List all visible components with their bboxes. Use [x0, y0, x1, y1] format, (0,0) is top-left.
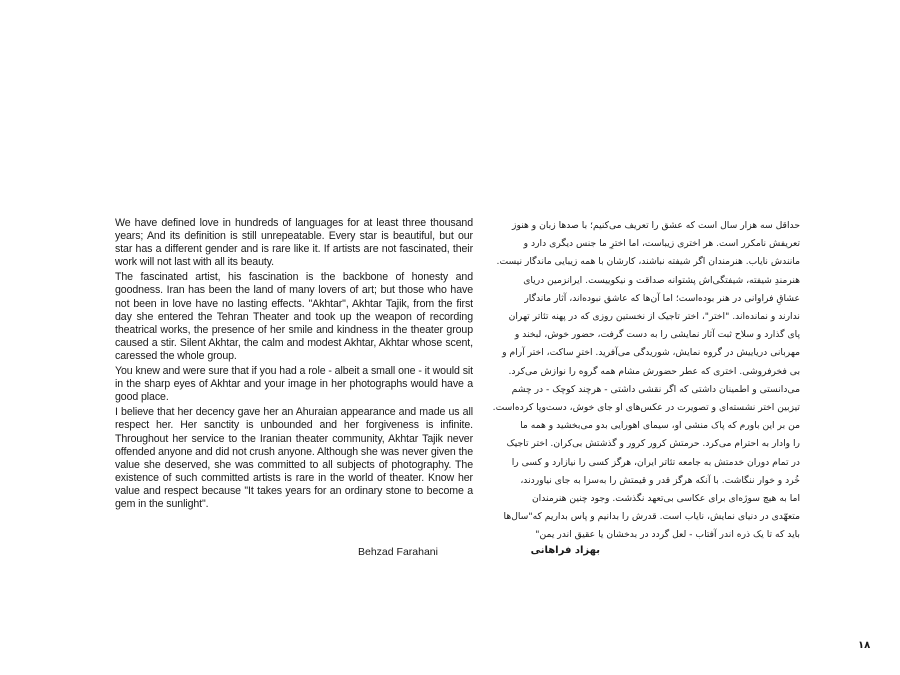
persian-line: ندارند و نمانده‌اند. "اختر"، اختر تاجیک از نخستین روزی که در پهنه تئاتر تهران	[508, 311, 800, 323]
persian-line: حداقل سه هزار سال است که عشق را تعریف می‌کنیم؛ با صدها زبان و هنوز	[512, 220, 800, 231]
persian-line: بی فخرفروشی. اختری که عطر حضورش مشام همه گروه را نوازش می‌کرد.	[508, 365, 800, 377]
persian-line: باید که تا یک ذره اندر آفتاب - لعل گردد در بدخشان یا عقیق اندر یمن"	[535, 529, 800, 541]
persian-line: مهربانی دریاییش در گروه نمایش، شوریدگی می‌آفرید. اخترِ ساکت، اختر آرام و	[502, 347, 800, 359]
persian-line: متعهّدی در دنیای نمایش، نایاب است. قدرش را بدانیم و پاس بداریم که"سال‌ها	[503, 511, 800, 523]
english-text-column	[115, 217, 473, 513]
persian-line: تعریفش نامکرر است. هر اختری زیباست، اما اخترِ ما جنس دیگری دارد و	[523, 238, 800, 250]
persian-text-column	[493, 217, 800, 545]
persian-line: در تمام دوران خدمتش به جامعه تئاتر ایران، هرگز کسی را نیازارد و کسی را	[511, 456, 800, 468]
persian-line: هنرمندِ شیفته، شیفتگی‌اش پشتوانه صداقت و نیکوییست. ایرانزمین دریای	[523, 274, 800, 286]
persian-line: عشاقِ فراوانی در هنر بوده‌است؛ اما آن‌ها که عاشق نبوده‌اند، آثار ماندگار	[524, 292, 800, 304]
persian-line: من بر این باورم که پاک منشی او، سیمای اهورایی بدو می‌بخشید و همه ما	[520, 420, 800, 432]
english-paragraph: The fascinated artist, his fascination is the backbone of honesty and goodness. Iran has been the land of many lovers of art; but those who have not been in love have no lasting effects. "Akhtar", Akhtar Tajik, from the first day she entered the Tehran Theater and took up the weapon of recording theatrical works, the presence of her smile and kindness in the theater group caused a stir. Silent Akhtar, the calm and modest Akhtar, Akhtar whose scent, caressed the whole group.	[115, 271, 473, 362]
page-number: ۱۸	[858, 640, 871, 651]
english-paragraph: I believe that her decency gave her an Ahuraian appearance and made us all respect her. Her sanctity is unbounded and her forgiveness is infinite. Throughout her service to the Iranian theater community, Akhtar Tajik never offended anyone and did not crush anyone. Although she was never given the value she deserved, she was committed to all subjects of photography. The existence of such committed artists is rare in the world of theater. Know her value and respect because "It takes years for an ordinary stone to become a gem in the sunlight".	[115, 406, 473, 510]
persian-signature: بهزاد فراهانی	[530, 545, 600, 556]
persian-line: اما به هیچ سوژه‌ای برای عکاسی بی‌تعهد نگذشت. وجود چنین هنرمندان	[531, 493, 800, 505]
english-paragraph: We have defined love in hundreds of languages for at least three thousand years; And its definition is still unrepeatable. Every star is beautiful, but our star has a different gender and is rare like it. If artists are not fascinated, their work will not last with all its beauty.	[115, 217, 473, 269]
persian-line: می‌دانستی و اطمینان داشتی که اگر نقشی داشتی - هرچند کوچک - در چشم	[511, 383, 800, 395]
persian-line: تیزبین اختر نشسته‌ای و تصویرت در عکس‌های او جای خوش، دست‌وپا کرده‌است.	[493, 402, 800, 414]
persian-line: را وادار به احترام می‌کرد. حرمتش کرور کرور و گذشتش بی‌کران. اختر تاجیک	[506, 438, 800, 450]
english-signature: Behzad Farahani	[358, 546, 438, 558]
persian-line: خُرد و خوار ننگاشت. با آنکه هرگز قدر و قیمتش را به‌سزا به جای نیاوردند،	[520, 474, 800, 486]
persian-line: مانندش نایاب. هنرمندان اگر شیفته نباشند، کارشان با همه زیبایی ماندگار نیست.	[496, 256, 800, 268]
persian-line: پای گذارد و سلاح ثبت آثار نمایشی را به دست گرفت، حضور خوش، لبخند و	[514, 329, 800, 341]
english-paragraph: You knew and were sure that if you had a role - albeit a small one - it would sit in the sharp eyes of Akhtar and your image in her photographs would have a good place.	[115, 365, 473, 404]
